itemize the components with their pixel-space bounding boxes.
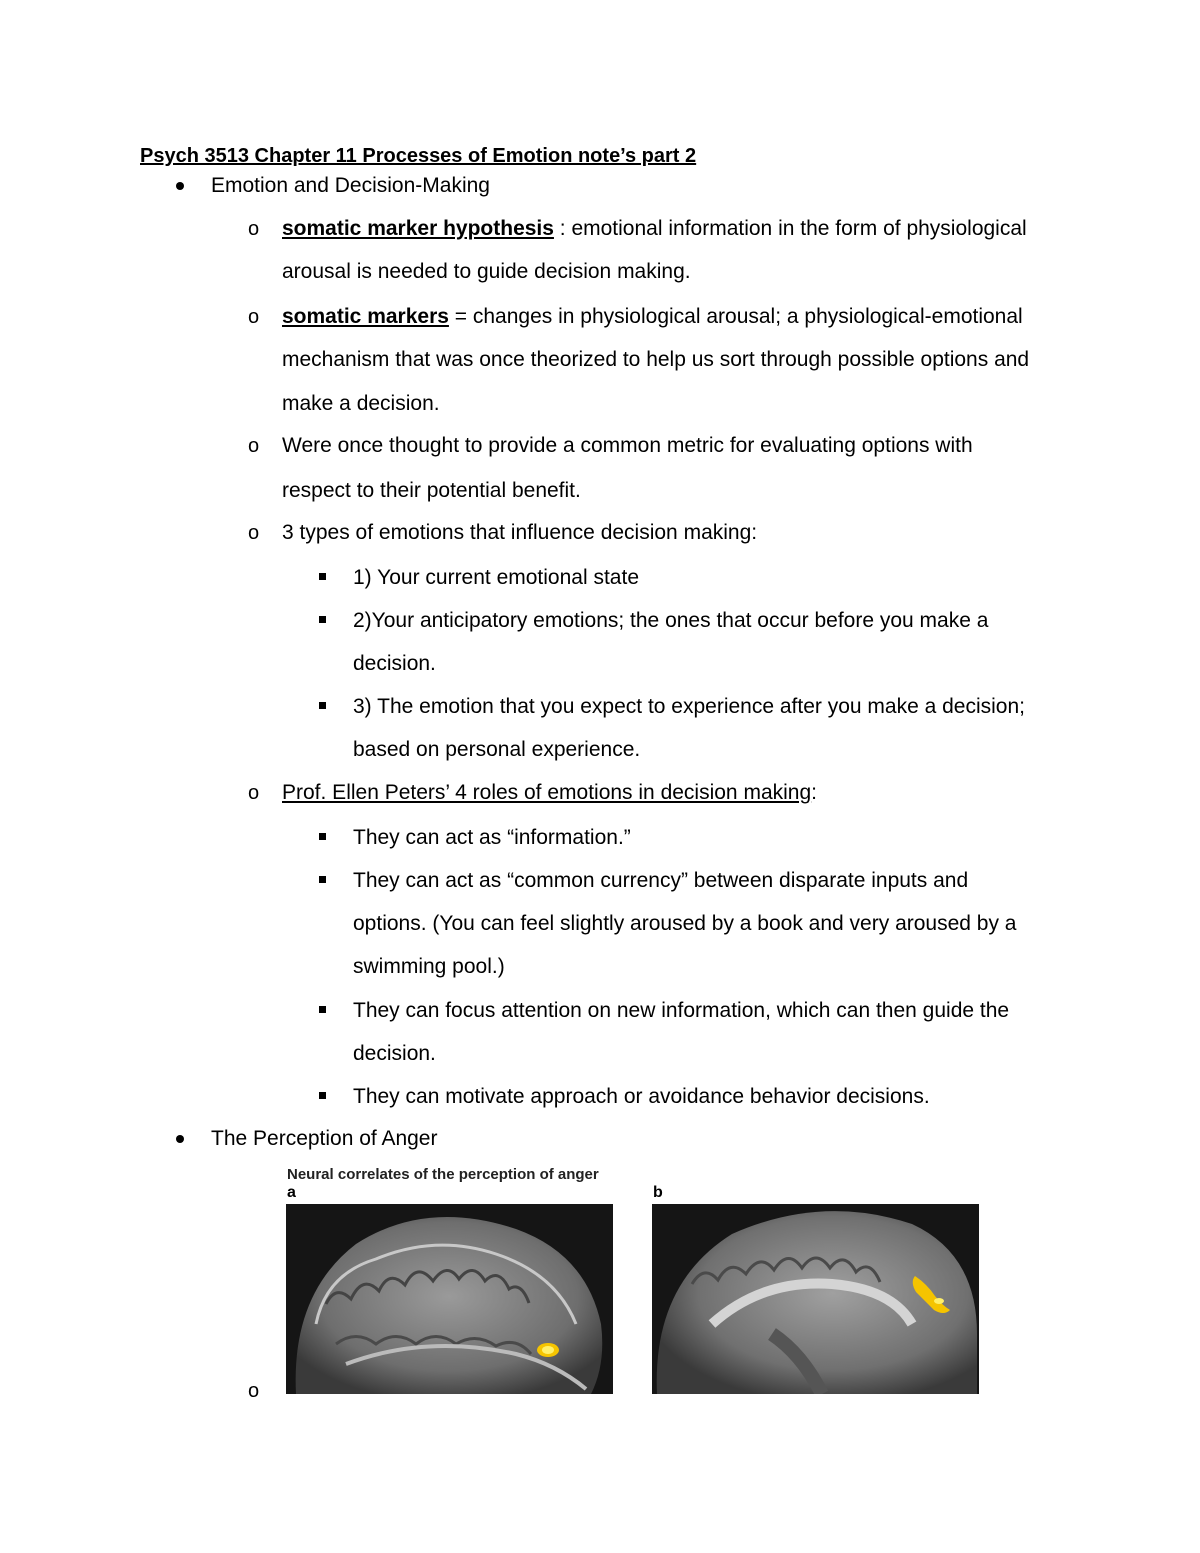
roles-heading-line	[282, 780, 817, 806]
smh-line-2: arousal is needed to guide decision making.	[282, 260, 691, 283]
type-3-line-2: based on personal experience.	[353, 738, 641, 761]
role-4: They can motivate approach or avoidance behavior decisions.	[353, 1085, 930, 1108]
bullet-circle: o	[248, 218, 260, 240]
bullet-square	[319, 616, 326, 623]
metric-line-2: respect to their potential benefit.	[282, 479, 581, 502]
bullet-circle: o	[248, 1380, 260, 1402]
figure-panel-a-label: a	[287, 1184, 296, 1201]
sm-line-1	[282, 304, 1023, 330]
sm-line-2: mechanism that was once theorized to help us sort through possible options and	[282, 348, 1030, 371]
sm-text-1: = changes in physiological arousal; a physiological-emotional	[448, 305, 1023, 328]
figure-caption: Neural correlates of the perception of anger	[287, 1166, 599, 1183]
metric-line-1: Were once thought to provide a common metric for evaluating options with	[282, 434, 973, 457]
type-2-line-1: 2)Your anticipatory emotions; the ones that occur before you make a	[353, 609, 989, 632]
section-heading-decision-making: Emotion and Decision-Making	[211, 174, 490, 197]
type-2-line-2: decision.	[353, 652, 436, 675]
role-2-line-1: They can act as “common currency” between disparate inputs and	[353, 869, 969, 892]
bullet-square	[319, 1092, 326, 1099]
roles-colon: :	[811, 781, 817, 804]
role-2-line-3: swimming pool.)	[353, 955, 505, 978]
types-heading: 3 types of emotions that influence decision making:	[282, 521, 758, 544]
bullet-dot	[176, 1135, 184, 1143]
bullet-square	[319, 573, 326, 580]
brain-scan-panel-a	[286, 1204, 613, 1394]
bullet-square	[319, 833, 326, 840]
type-1: 1) Your current emotional state	[353, 566, 640, 589]
bullet-square	[319, 876, 326, 883]
role-1: They can act as “information.”	[353, 826, 631, 849]
type-3-line-1: 3) The emotion that you expect to experience after you make a decision;	[353, 695, 1025, 718]
bullet-dot	[176, 182, 184, 190]
bullet-circle: o	[248, 306, 260, 328]
bullet-circle: o	[248, 522, 260, 544]
figure-panel-b-label: b	[653, 1184, 663, 1201]
smh-text-1: : emotional information in the form of physiological	[553, 217, 1027, 240]
bullet-circle: o	[248, 435, 260, 457]
smh-line-1	[282, 216, 1027, 242]
role-3-line-2: decision.	[353, 1042, 436, 1065]
bullet-square	[319, 1006, 326, 1013]
brain-scan-b-image	[652, 1204, 979, 1394]
role-3-line-1: They can focus attention on new information, which can then guide the	[353, 999, 1010, 1022]
role-2-line-2: options. (You can feel slightly aroused by a book and very aroused by a	[353, 912, 1017, 935]
page-title: Psych 3513 Chapter 11 Processes of Emotion note’s part 2	[140, 145, 697, 167]
bullet-circle: o	[248, 782, 260, 804]
roles-heading: Prof. Ellen Peters’ 4 roles of emotions in decision making	[282, 781, 812, 804]
bullet-square	[319, 702, 326, 709]
smh-term: somatic marker hypothesis	[282, 217, 554, 240]
brain-scan-a-image	[286, 1204, 613, 1394]
section-heading-anger: The Perception of Anger	[211, 1127, 438, 1150]
brain-scan-panel-b	[652, 1204, 979, 1394]
sm-term: somatic markers	[282, 305, 449, 328]
sm-line-3: make a decision.	[282, 392, 440, 415]
